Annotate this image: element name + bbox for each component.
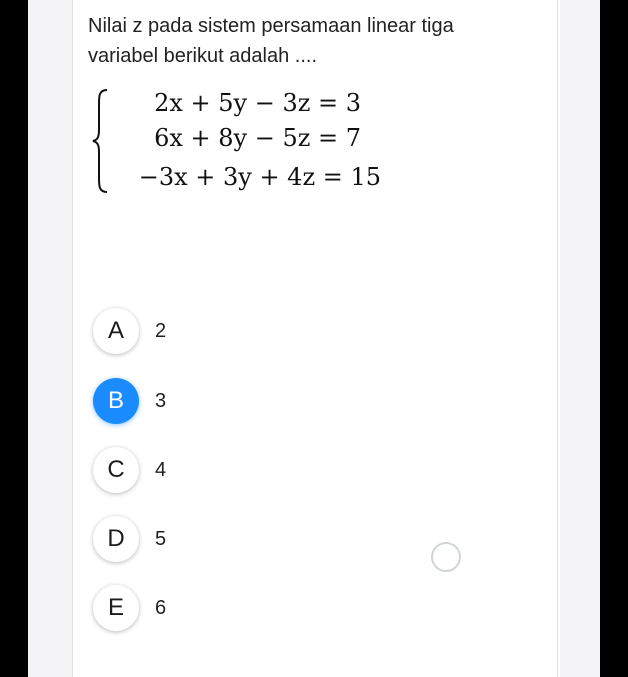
equation-1: 2x + 5y − 3z = 3 (154, 89, 361, 117)
option-value: 3 (155, 389, 167, 412)
equation-3: −3x + 3y + 4z = 15 (138, 163, 381, 191)
left-black-bar (0, 0, 28, 677)
option-b[interactable] (93, 376, 166, 426)
question-card (72, 0, 558, 677)
option-d[interactable] (93, 514, 166, 564)
option-letter-selected[interactable]: B (93, 378, 139, 424)
option-letter[interactable]: D (93, 516, 139, 562)
right-black-bar (600, 0, 628, 677)
option-letter[interactable]: A (93, 308, 139, 354)
right-gutter (560, 0, 600, 677)
left-gutter (28, 0, 72, 677)
equation-system (91, 86, 391, 196)
option-a[interactable] (93, 306, 166, 356)
option-letter[interactable]: E (93, 585, 139, 631)
equation-2: 6x + 8y − 5z = 7 (154, 124, 361, 152)
question-text: Nilai z pada sistem persamaan linear tiga variabel berikut adalah .... (88, 15, 454, 67)
option-e[interactable] (93, 583, 166, 633)
option-value: 5 (155, 527, 167, 550)
option-letter[interactable]: C (93, 447, 139, 493)
option-c[interactable] (93, 445, 166, 495)
option-value: 6 (155, 596, 167, 619)
radio-circle-icon[interactable] (431, 542, 461, 572)
option-value: 2 (155, 319, 167, 342)
option-value: 4 (155, 458, 167, 481)
